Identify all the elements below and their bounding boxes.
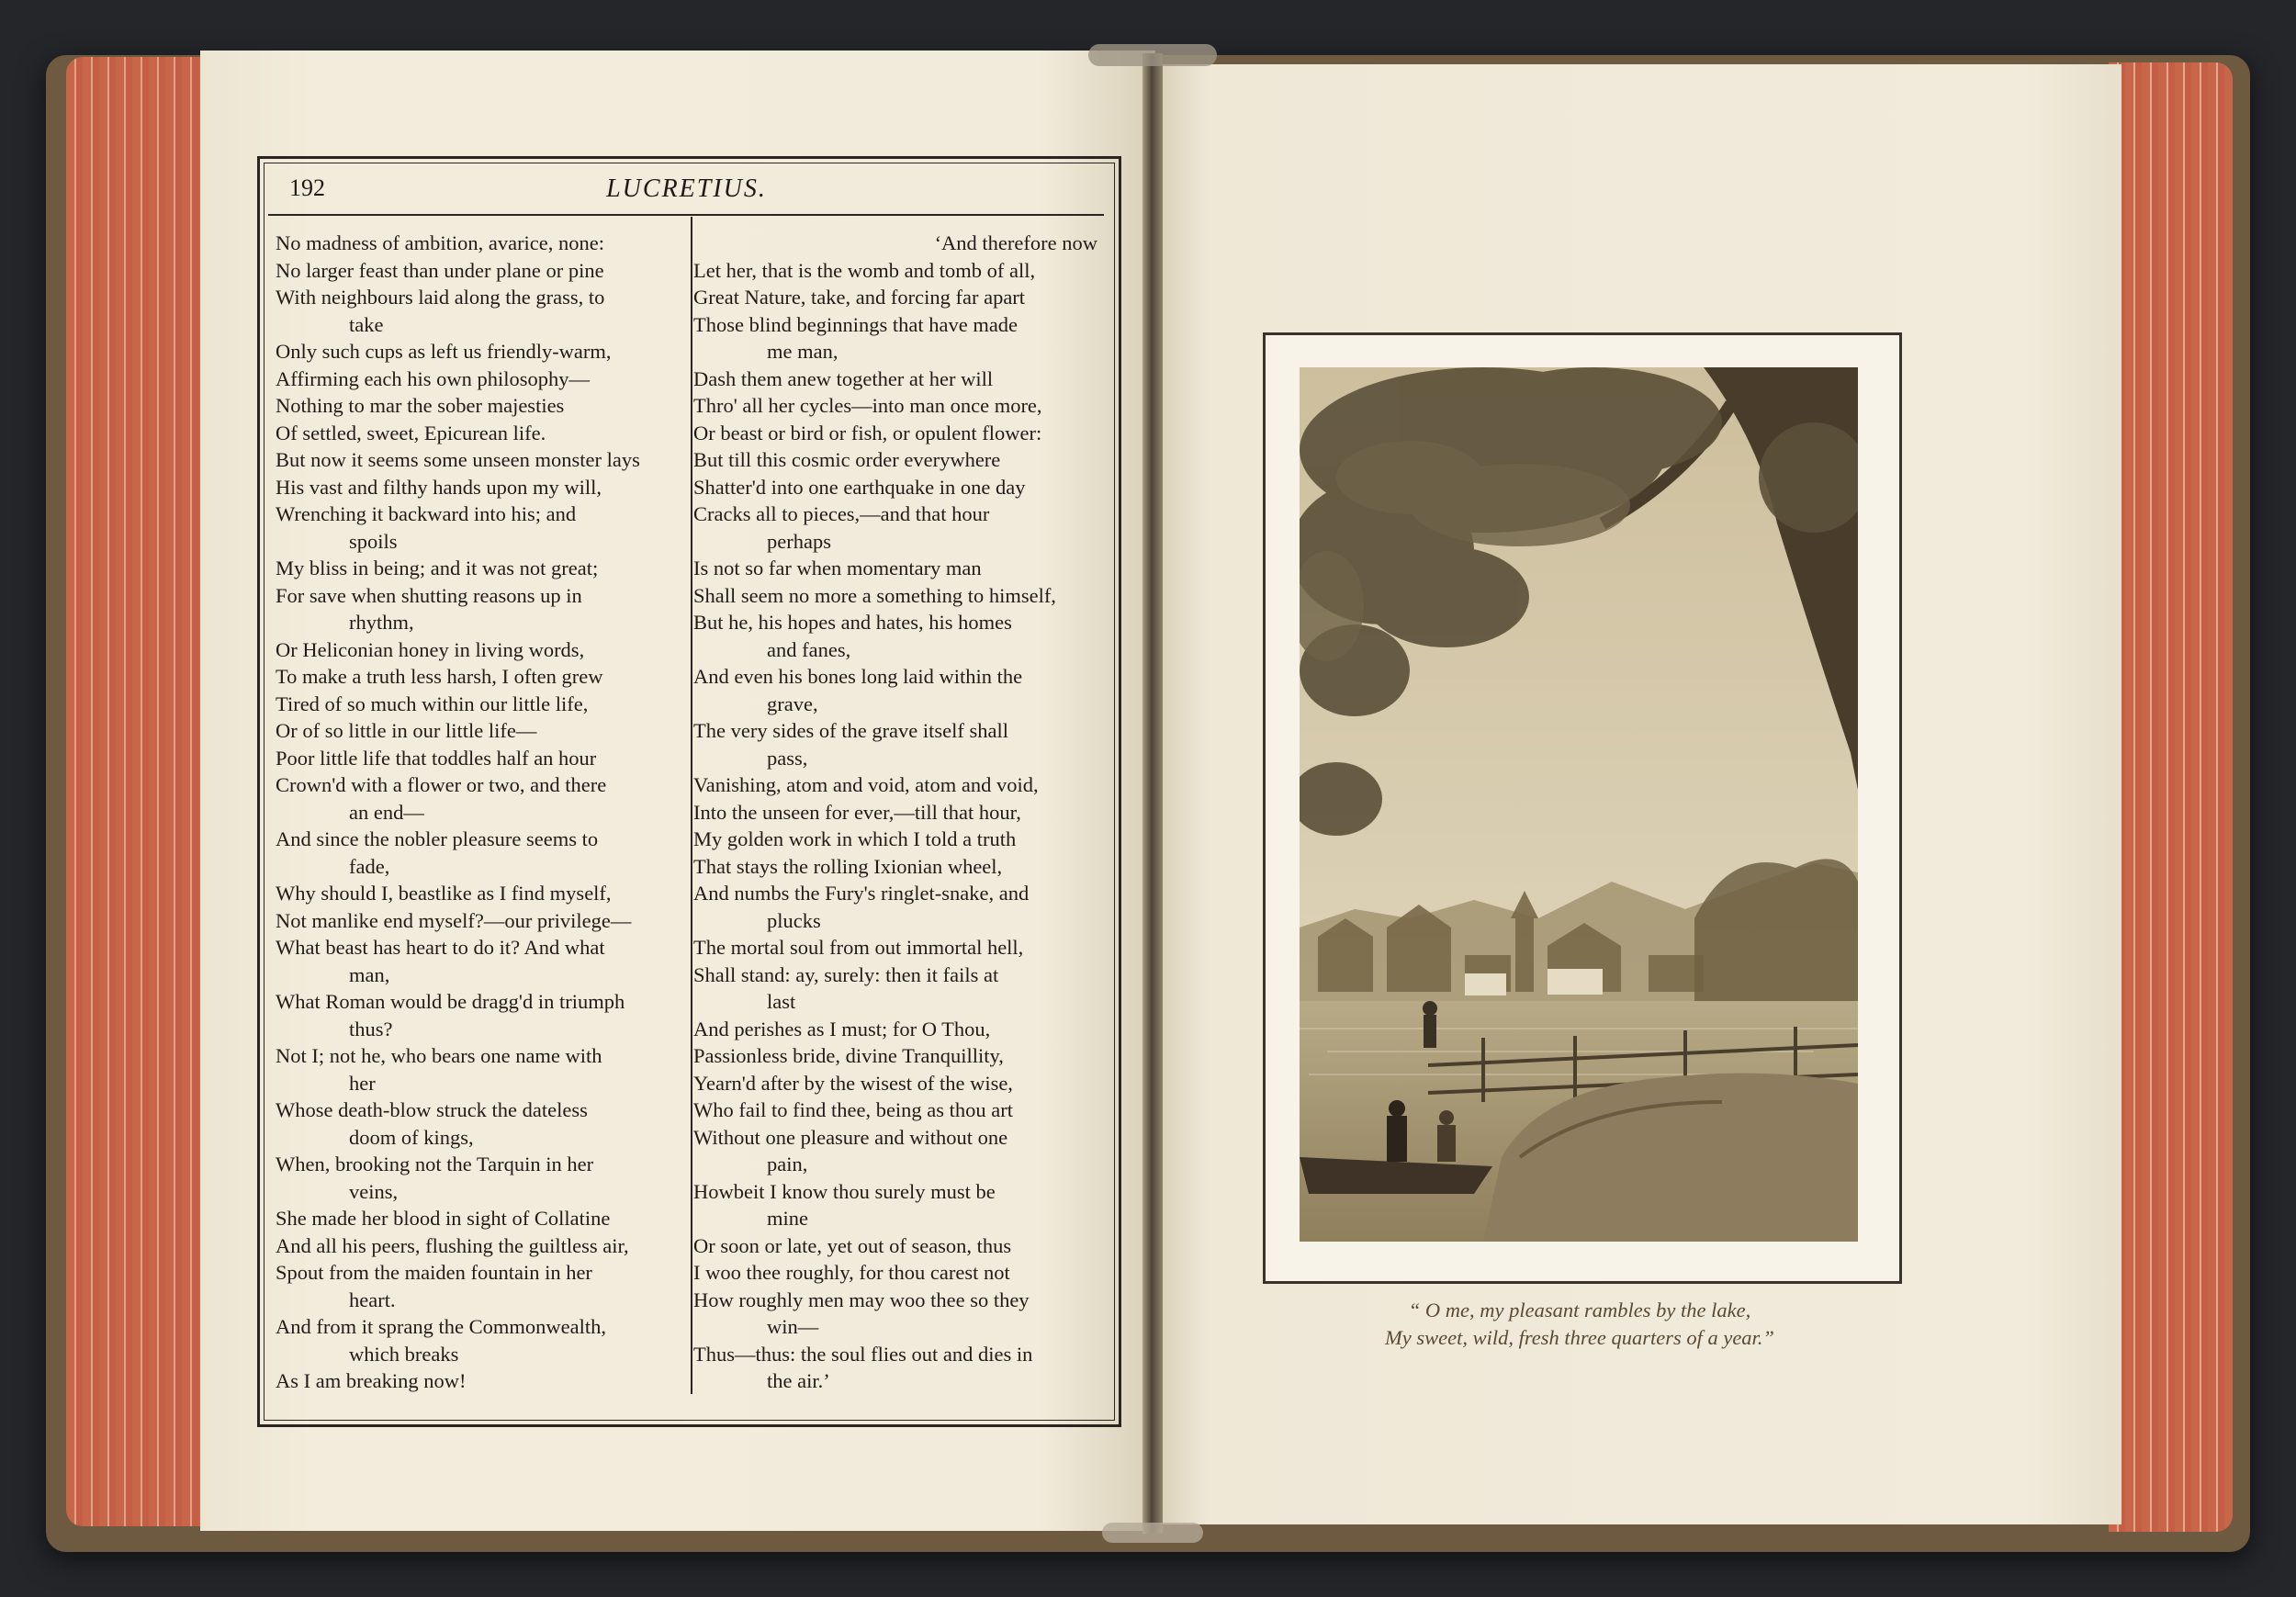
verse-line: pass, — [767, 746, 808, 770]
page-edges-right — [2109, 62, 2233, 1532]
verse-line: As I am breaking now! — [276, 1369, 467, 1392]
verse-line: His vast and filthy hands upon my will, — [276, 475, 602, 499]
verse-line: I woo thee roughly, for thou carest not — [693, 1261, 1010, 1284]
verse-line: For save when shutting reasons up in — [276, 583, 582, 607]
verse-line: ‘And therefore now — [934, 231, 1097, 254]
verse-line: me man, — [767, 340, 838, 363]
running-head — [262, 169, 1111, 206]
verse-line: thus? — [349, 1017, 393, 1040]
verse-line: With neighbours laid along the grass, to — [276, 286, 605, 309]
verse-line: Yearn'd after by the wisest of the wise, — [693, 1071, 1013, 1095]
verse-line: Great Nature, take, and forcing far apart — [693, 286, 1026, 309]
verse-line: What Roman would be dragg'd in triumph — [276, 990, 625, 1013]
verse-line: And since the nobler pleasure seems to — [276, 827, 599, 850]
verse-line: Dash them anew together at her will — [693, 366, 994, 390]
verse-line: grave, — [767, 692, 818, 715]
plate-caption — [1263, 1297, 1896, 1352]
verse-line: Tired of so much within our little life, — [276, 692, 589, 715]
verse-line: Into the unseen for ever,—till that hour, — [693, 800, 1021, 824]
verse-line: And numbs the Fury's ringlet-snake, and — [693, 882, 1030, 905]
running-title: LUCRETIUS. — [606, 174, 767, 203]
verse-line: spoils — [349, 529, 398, 553]
verse-line: Thus—thus: the soul flies out and dies in — [693, 1342, 1033, 1366]
verse-line: Howbeit I know thou surely must be — [693, 1179, 996, 1203]
verse-line: heart. — [349, 1288, 396, 1311]
verse-line: last — [767, 990, 796, 1013]
verse-line: Let her, that is the womb and tomb of all, — [693, 258, 1036, 282]
verse-line: No madness of ambition, avarice, none: — [276, 231, 605, 254]
poem-column-right — [693, 230, 1097, 1395]
verse-line: Cracks all to pieces,—and that hour — [693, 502, 990, 525]
verse-line: No larger feast than under plane or pine — [276, 258, 604, 282]
verse-line: plucks — [767, 908, 821, 932]
verse-line: But till this cosmic order everywhere — [693, 448, 1001, 471]
verse-line: And all his peers, flushing the guiltless air, — [276, 1233, 629, 1257]
verse-line: pain, — [767, 1153, 808, 1175]
verse-line: Or beast or bird or fish, or opulent flower: — [693, 421, 1042, 444]
verse-line: Shatter'd into one earthquake in one day — [693, 475, 1026, 499]
verse-line: Affirming each his own philosophy— — [276, 366, 591, 390]
sepia-photograph — [1300, 367, 1858, 1242]
verse-line: The mortal soul from out immortal hell, — [693, 936, 1024, 959]
verse-line: doom of kings, — [349, 1125, 474, 1149]
verse-line: Or of so little in our little life— — [276, 719, 537, 742]
binding-thread-top — [1088, 44, 1217, 66]
verse-line: Only such cups as left us friendly-warm, — [276, 340, 612, 363]
poem-column-left — [276, 230, 689, 1395]
verse-line: and fanes, — [767, 637, 851, 661]
verse-line: Not manlike end myself?—our privilege— — [276, 908, 632, 932]
caption-line-1: “ O me, my pleasant rambles by the lake, — [1408, 1299, 1751, 1321]
verse-line: What beast has heart to do it? And what — [276, 936, 605, 959]
verse-line: Who fail to find thee, being as thou art — [693, 1098, 1014, 1121]
verse-line: Of settled, sweet, Epicurean life. — [276, 421, 546, 444]
header-rule — [268, 214, 1104, 216]
verse-line: Without one pleasure and without one — [693, 1125, 1008, 1149]
verse-line: But he, his hopes and hates, his homes — [693, 611, 1012, 634]
verse-line: And from it sprang the Commonwealth, — [276, 1315, 606, 1338]
verse-line: mine — [767, 1207, 808, 1230]
verse-line: Thro' all her cycles—into man once more, — [693, 394, 1042, 417]
verse-line: How roughly men may woo thee so they — [693, 1288, 1030, 1311]
page-number: 192 — [289, 174, 325, 201]
verse-line: When, brooking not the Tarquin in her — [276, 1153, 594, 1175]
verse-line: But now it seems some unseen monster lays — [276, 448, 640, 471]
verse-line: win— — [767, 1315, 819, 1338]
verse-line: take — [349, 312, 384, 336]
verse-line: My golden work in which I told a truth — [693, 827, 1017, 850]
verse-line: Vanishing, atom and void, atom and void, — [693, 773, 1039, 796]
verse-line: Or soon or late, yet out of season, thus — [693, 1233, 1012, 1257]
verse-line: veins, — [349, 1179, 399, 1203]
verse-line: Or Heliconian honey in living words, — [276, 637, 585, 661]
verse-line: fade, — [349, 854, 390, 878]
page-edges-left — [66, 57, 208, 1526]
verse-line: That stays the rolling Ixionian wheel, — [693, 854, 1003, 878]
verse-line: Spout from the maiden fountain in her — [276, 1261, 592, 1284]
verse-line: rhythm, — [349, 611, 414, 634]
verse-line: Not I; not he, who bears one name with — [276, 1044, 602, 1067]
verse-line: My bliss in being; and it was not great; — [276, 557, 599, 579]
verse-line: To make a truth less harsh, I often grew — [276, 665, 603, 688]
verse-line: And even his bones long laid within the — [693, 665, 1023, 688]
verse-line: man, — [349, 962, 390, 986]
verse-line: Those blind beginnings that have made — [693, 312, 1019, 336]
verse-line: Is not so far when momentary man — [693, 557, 982, 579]
verse-line: an end— — [349, 800, 424, 824]
verse-line: Why should I, beastlike as I find myself, — [276, 882, 612, 905]
verse-line: Whose death-blow struck the dateless — [276, 1098, 588, 1121]
verse-line: her — [349, 1071, 376, 1095]
verse-line: Shall stand: ay, surely: then it fails at — [693, 962, 999, 986]
verse-line: Poor little life that toddles half an hour — [276, 746, 597, 770]
verse-line: The very sides of the grave itself shall — [693, 719, 1009, 742]
column-rule — [691, 217, 692, 1394]
verse-line: which breaks — [349, 1342, 459, 1366]
verse-line: perhaps — [767, 529, 831, 553]
verse-line: Crown'd with a flower or two, and there — [276, 773, 607, 796]
verse-line: She made her blood in sight of Collatine — [276, 1207, 611, 1230]
verse-line: And perishes as I must; for O Thou, — [693, 1017, 991, 1040]
verse-line: Shall seem no more a something to himself, — [693, 583, 1056, 607]
caption-line-2: My sweet, wild, fresh three quarters of a year.” — [1385, 1326, 1774, 1349]
verse-line: Wrenching it backward into his; and — [276, 502, 577, 525]
book-gutter — [1142, 53, 1163, 1534]
lake-scene-illustration — [1300, 367, 1858, 1242]
verse-line: Nothing to mar the sober majesties — [276, 394, 565, 417]
verse-line: the air.’ — [767, 1369, 830, 1392]
verse-line: Passionless bride, divine Tranquillity, — [693, 1044, 1004, 1067]
binding-thread-bottom — [1102, 1523, 1203, 1543]
